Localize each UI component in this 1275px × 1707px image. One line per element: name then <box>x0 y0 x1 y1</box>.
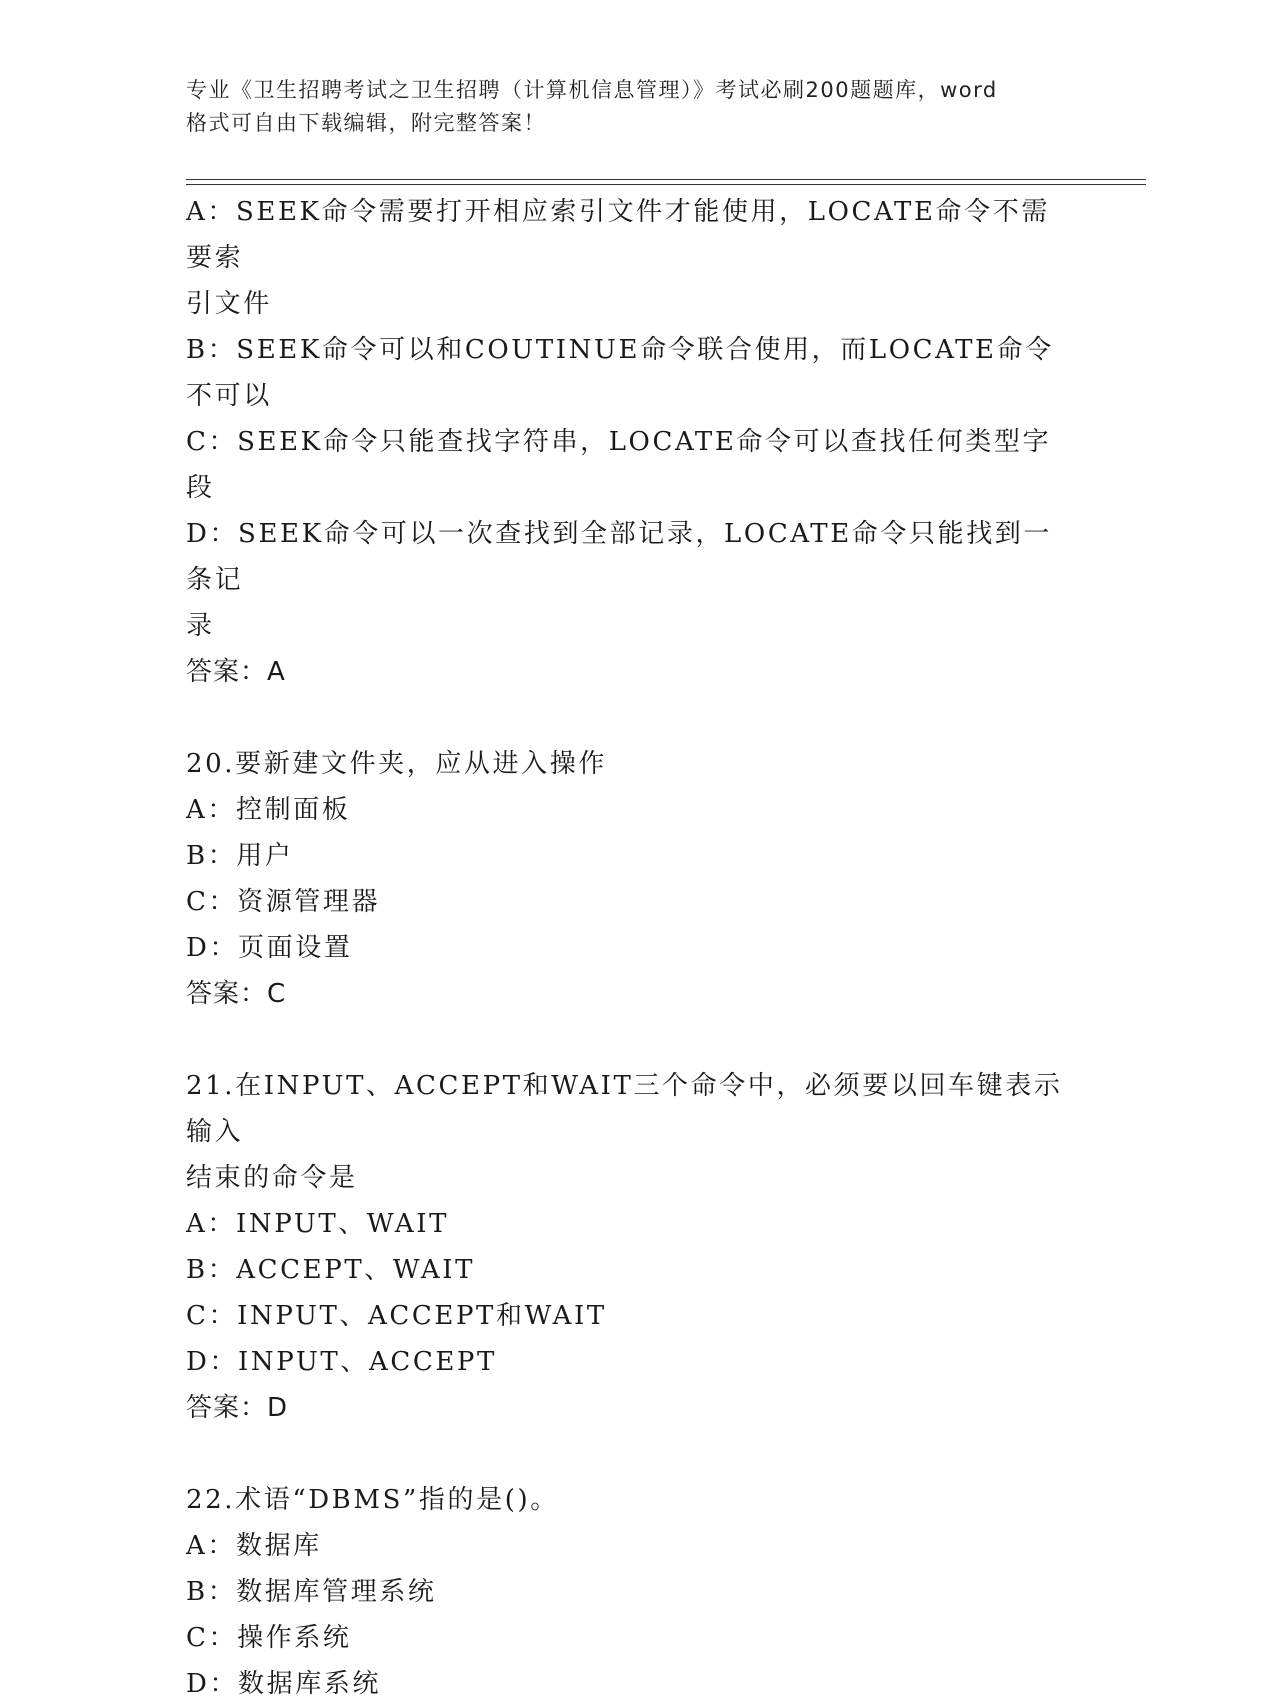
q21-question-line-2: 结束的命令是 <box>186 1163 358 1193</box>
q19-option-d-line-2: 录 <box>186 611 215 641</box>
header-divider-top <box>186 179 1146 180</box>
q22-question: 22.术语“DBMS”指的是()。 <box>186 1485 559 1515</box>
q21-option-b: B：ACCEPT、WAIT <box>186 1255 476 1285</box>
question-21-block <box>186 1063 1076 1431</box>
q22-option-d: D：数据库系统 <box>186 1669 382 1699</box>
q21-option-c: C：INPUT、ACCEPT和WAIT <box>186 1301 607 1331</box>
q19-option-d-line-1: D：SEEK命令可以一次查找到全部记录，LOCATE命令只能找到一条记 <box>186 519 1052 595</box>
q21-question-line-1: 21.在INPUT、ACCEPT和WAIT三个命令中，必须要以回车键表示输入 <box>186 1071 1063 1147</box>
q19-answer: 答案：A <box>186 657 286 687</box>
q22-option-a: A：数据库 <box>186 1531 322 1561</box>
q22-option-c: C：操作系统 <box>186 1623 352 1653</box>
q22-option-b: B：数据库管理系统 <box>186 1577 437 1607</box>
document-header <box>186 74 1086 140</box>
q20-answer: 答案：C <box>186 979 287 1009</box>
question-20-block <box>186 741 1076 1017</box>
q19-option-b: B：SEEK命令可以和COUTINUE命令联合使用，而LOCATE命令不可以 <box>186 335 1054 411</box>
header-divider-bottom <box>186 184 1146 185</box>
q19-option-c: C：SEEK命令只能查找字符串，LOCATE命令可以查找任何类型字段 <box>186 427 1052 503</box>
q21-answer: 答案：D <box>186 1393 289 1423</box>
q21-option-d: D：INPUT、ACCEPT <box>186 1347 497 1377</box>
q19-option-a-line-2: 引文件 <box>186 289 272 319</box>
q19-option-a-line-1: A：SEEK命令需要打开相应索引文件才能使用，LOCATE命令不需要索 <box>186 197 1050 273</box>
header-line-2: 格式可自由下载编辑，附完整答案！ <box>186 111 546 135</box>
q20-question: 20.要新建文件夹，应从进入操作 <box>186 749 607 779</box>
q20-option-b: B：用户 <box>186 841 294 871</box>
question-22-block <box>186 1477 1076 1707</box>
spacer <box>186 695 1076 741</box>
q21-option-a: A：INPUT、WAIT <box>186 1209 450 1239</box>
question-19-block <box>186 189 1076 695</box>
q20-option-c: C：资源管理器 <box>186 887 381 917</box>
q20-option-a: A：控制面板 <box>186 795 351 825</box>
question-content <box>186 189 1076 1707</box>
spacer <box>186 1017 1076 1063</box>
header-line-1: 专业《卫生招聘考试之卫生招聘（计算机信息管理）》考试必刷200题题库，word <box>186 78 998 102</box>
q20-option-d: D：页面设置 <box>186 933 353 963</box>
spacer <box>186 1431 1076 1477</box>
